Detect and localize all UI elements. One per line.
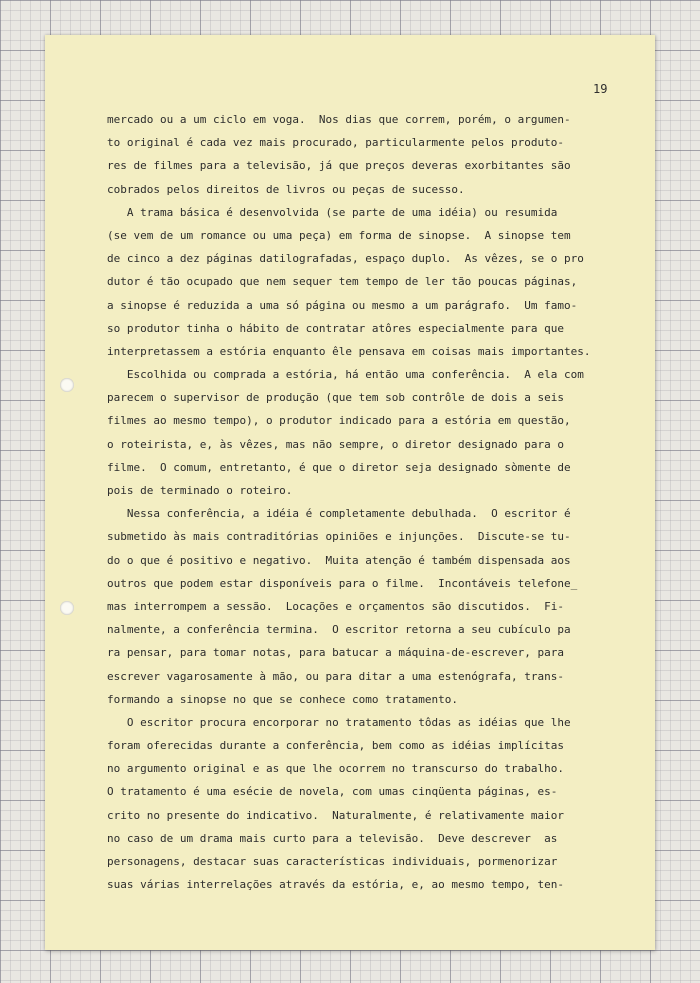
- punch-hole: [60, 378, 74, 392]
- text-line: no caso de um drama mais curto para a televisão. Deve descrever as: [107, 831, 558, 845]
- text-line: do o que é positivo e negativo. Muita atenção é também dispensada aos: [107, 553, 571, 567]
- text-line: Escolhida ou comprada a estória, há então uma conferência. A ela com: [107, 368, 584, 382]
- text-line: (se vem de um romance ou uma peça) em forma de sinopse. A sinopse tem: [107, 228, 571, 242]
- text-line: O tratamento é uma esécie de novela, com umas cinqüenta páginas, es-: [107, 785, 558, 799]
- text-line: ra pensar, para tomar notas, para batucar a máquina-de-escrever, para: [107, 646, 564, 660]
- text-line: cobrados pelos direitos de livros ou peças de sucesso.: [107, 182, 465, 196]
- text-line: crito no presente do indicativo. Naturalmente, é relativamente maior: [107, 808, 564, 822]
- text-line: no argumento original e as que lhe ocorrem no transcurso do trabalho.: [107, 762, 564, 776]
- text-line: escrever vagarosamente à mão, ou para ditar a uma estenógrafa, trans-: [107, 669, 564, 683]
- text-line: filme. O comum, entretanto, é que o diretor seja designado sòmente de: [107, 460, 571, 474]
- body-text: [107, 108, 667, 896]
- text-line: formando a sinopse no que se conhece como tratamento.: [107, 692, 458, 706]
- text-line: a sinopse é reduzida a uma só página ou mesmo a um parágrafo. Um famo-: [107, 298, 578, 312]
- text-line: so produtor tinha o hábito de contratar atôres especialmente para que: [107, 321, 564, 335]
- text-line: interpretassem a estória enquanto êle pensava em coisas mais importantes.: [107, 344, 591, 358]
- text-line: filmes ao mesmo tempo), o produtor indicado para a estória em questão,: [107, 414, 571, 428]
- text-line: nalmente, a conferência termina. O escritor retorna a seu cubículo pa: [107, 623, 571, 637]
- text-line: parecem o supervisor de produção (que tem sob contrôle de dois a seis: [107, 391, 564, 405]
- text-line: pois de terminado o roteiro.: [107, 484, 293, 497]
- punch-hole: [60, 601, 74, 615]
- text-line: mas interrompem a sessão. Locações e orçamentos são discutidos. Fi-: [107, 599, 564, 613]
- text-line: A trama básica é desenvolvida (se parte de uma idéia) ou resumida: [107, 205, 558, 219]
- text-line: personagens, destacar suas características individuais, pormenorizar: [107, 855, 558, 868]
- page-number: 19: [593, 82, 608, 96]
- text-line: outros que podem estar disponíveis para o filme. Incontáveis telefone_: [107, 576, 578, 590]
- text-line: foram oferecidas durante a conferência, bem como as idéias implícitas: [107, 739, 564, 753]
- text-line: mercado ou a um ciclo em voga. Nos dias que correm, porém, o argumen-: [107, 113, 571, 126]
- text-line: de cinco a dez páginas datilografadas, espaço duplo. As vêzes, se o pro: [107, 252, 584, 266]
- text-line: suas várias interrelações através da estória, e, ao mesmo tempo, ten-: [107, 878, 564, 892]
- typewritten-page: [45, 35, 655, 950]
- text-line: res de filmes para a televisão, já que preços deveras exorbitantes são: [107, 159, 571, 173]
- text-line: Nessa conferência, a idéia é completamente debulhada. O escritor é: [107, 507, 571, 521]
- text-line: dutor é tão ocupado que nem sequer tem tempo de ler tão poucas páginas,: [107, 275, 578, 289]
- text-line: submetido às mais contraditórias opiniões e injunções. Discute-se tu-: [107, 530, 571, 544]
- text-line: to original é cada vez mais procurado, particularmente pelos produto-: [107, 136, 564, 150]
- text-line: o roteirista, e, às vêzes, mas não sempre, o diretor designado para o: [107, 437, 564, 451]
- text-line: O escritor procura encorporar no tratamento tôdas as idéias que lhe: [107, 715, 571, 729]
